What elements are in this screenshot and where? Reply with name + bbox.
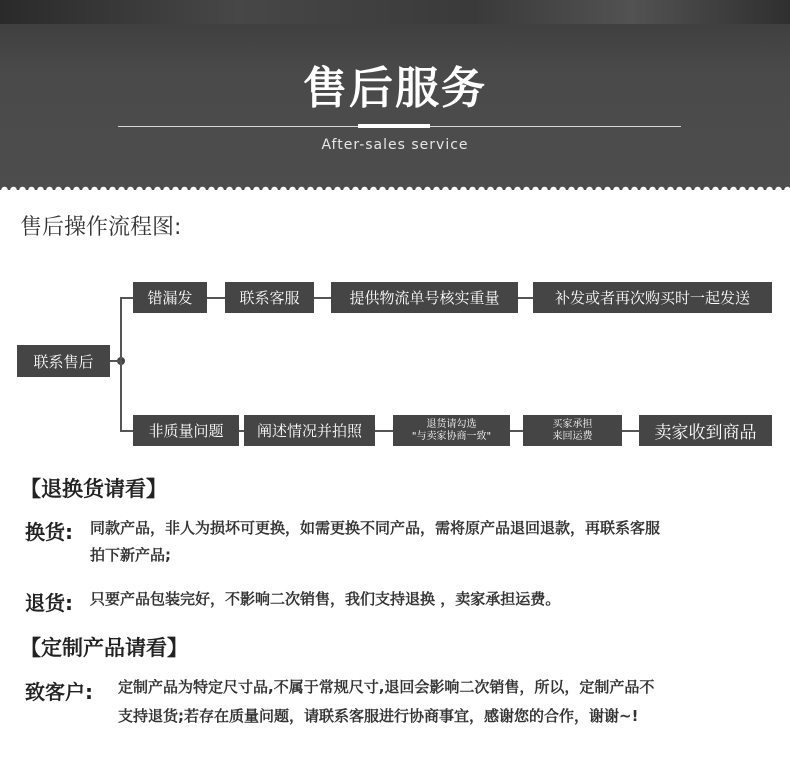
flow-connector <box>207 297 225 299</box>
banner-divider-accent <box>358 124 430 128</box>
flow-top-box-4: 补发或者再次购买时一起发送 <box>533 282 772 313</box>
flow-top-box-2: 联系客服 <box>225 282 314 313</box>
flow-branch-vertical <box>120 297 122 431</box>
exchange-text-line-1: 同款产品，非人为损坏可更换，如需更换不同产品，需将原产品退回退款，再联系客服 <box>90 519 661 537</box>
banner-texture-band <box>0 0 790 24</box>
flow-box-4-line-1: 买家承担 <box>552 418 593 430</box>
flow-branch-bottom <box>120 430 133 432</box>
flow-connector <box>622 430 639 432</box>
flow-box-3-line-2: "与卖家协商一致" <box>411 430 492 442</box>
return-label: 退货: <box>25 591 73 615</box>
flow-bottom-box-3 <box>393 415 510 446</box>
flow-connector <box>314 297 331 299</box>
flow-bottom-box-5: 卖家收到商品 <box>639 415 772 446</box>
banner-scalloped-edge <box>0 178 790 190</box>
returns-section-title: 【退换货请看】 <box>20 477 167 501</box>
flow-top-box-3: 提供物流单号核实重量 <box>331 282 518 313</box>
custom-text-line-1: 定制产品为特定尺寸品,不属于常规尺寸,退回会影响二次销售，所以，定制产品不 <box>118 678 655 696</box>
flow-connector <box>375 430 393 432</box>
flow-connector <box>518 297 533 299</box>
flow-branch-top <box>120 297 133 299</box>
flow-connector <box>510 430 523 432</box>
flow-bottom-box-4 <box>523 415 622 446</box>
banner-subtitle: After-sales service <box>321 137 469 153</box>
flow-bottom-box-1: 非质量问题 <box>133 415 239 446</box>
header-banner <box>0 0 790 190</box>
flow-box-4-line-2: 来回运费 <box>552 430 593 442</box>
flow-bottom-box-2: 阐述情况并拍照 <box>244 415 375 446</box>
exchange-text-line-2: 拍下新产品; <box>90 546 171 564</box>
customer-label: 致客户: <box>25 680 93 704</box>
custom-text-line-2: 支持退货;若存在质量问题，请联系客服进行协商事宜，感谢您的合作，谢谢~! <box>118 707 639 725</box>
exchange-label: 换货: <box>25 520 73 544</box>
return-text: 只要产品包装完好，不影响二次销售，我们支持退换 ，卖家承担运费。 <box>90 590 561 608</box>
flow-heading: 售后操作流程图: <box>20 215 182 240</box>
banner-title: 售后服务 <box>303 63 487 114</box>
flow-top-box-1: 错漏发 <box>133 282 207 313</box>
custom-section-title: 【定制产品请看】 <box>20 636 188 660</box>
flow-start-box: 联系售后 <box>17 345 110 377</box>
flow-box-3-line-1: 退货请勾选 <box>426 418 477 430</box>
